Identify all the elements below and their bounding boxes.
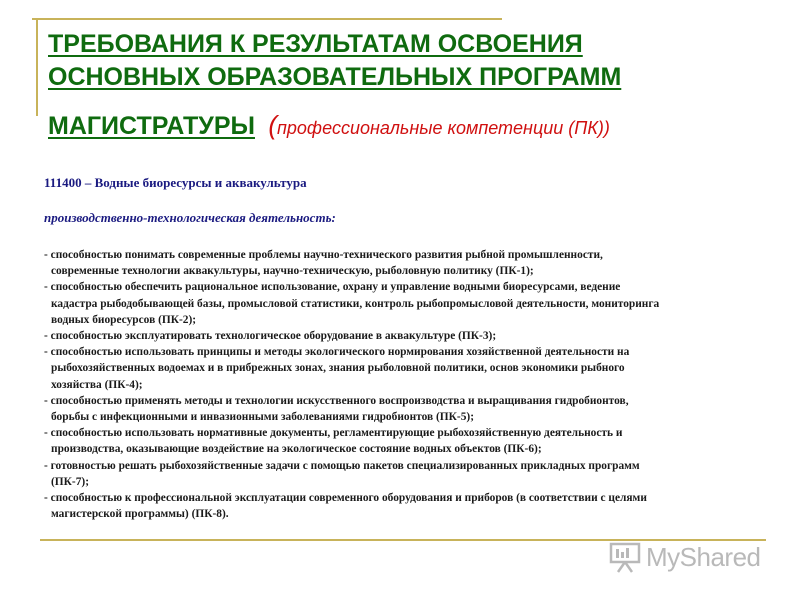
competency-item <box>44 490 774 522</box>
competency-item <box>44 344 774 393</box>
presentation-board-icon <box>608 540 642 574</box>
competency-line: - способностью применять методы и технологии искусственного воспроизводства и выращивания гидробионтов, <box>44 394 629 407</box>
competency-line: - способностью к профессиональной эксплуатации современного оборудования и приборов (в соответствии с целями <box>44 492 647 505</box>
competency-list <box>44 247 774 522</box>
competency-line: современные технологии аквакультуры, научно-техническую, рыболовную политику (ПК-1); <box>51 265 534 278</box>
competency-line: - способностью использовать принципы и методы экологического нормирования хозяйственной деятельности на <box>44 346 630 359</box>
program-code-title: 111400 – Водные биоресурсы и аквакультура <box>44 175 307 190</box>
competency-line: кадастра рыбодобывающей базы, промысловой статистики, контроль рыбопромысловой деятельности, мониторинга <box>51 297 660 310</box>
competency-line: (ПК-7); <box>51 475 89 488</box>
competency-line: рыбохозяйственных водоемах и в прибрежных зонах, знания рыболовной политики, основ экономики рыбного <box>51 362 625 375</box>
competency-line: производства, оказывающие воздействие на экологическое состояние водных объектов (ПК-6); <box>51 443 542 456</box>
competency-line: - готовностью решать рыбохозяйственные задачи с помощью пакетов специализированных прикладных программ <box>44 459 640 472</box>
competency-item <box>44 279 774 328</box>
competency-item <box>44 328 774 344</box>
subtitle-paren: ( <box>268 110 277 140</box>
decorative-vertical-rule <box>36 18 38 116</box>
title-line-3 <box>48 110 610 141</box>
competency-line: хозяйства (ПК-4); <box>51 378 143 391</box>
page-title <box>48 28 621 94</box>
competency-line: водных биоресурсов (ПК-2); <box>51 313 197 326</box>
watermark-brand: MyShared <box>646 541 761 572</box>
title-line-2: ОСНОВНЫХ ОБРАЗОВАТЕЛЬНЫХ ПРОГРАММ <box>48 63 622 91</box>
competency-line: - способностью эксплуатировать технологическое оборудование в аквакультуре (ПК-3); <box>44 330 497 343</box>
watermark-logo <box>608 539 761 575</box>
competency-line: борьбы с инфекционными и инвазионными заболеваниями гидробионтов (ПК-5); <box>51 411 474 424</box>
competency-line: магистерской программы) (ПК-8). <box>51 508 229 521</box>
competency-line: - способностью обеспечить рациональное использование, охрану и управление водными биоресурсами, ведение <box>44 281 621 294</box>
competency-item <box>44 458 774 490</box>
title-magistratura: МАГИСТРАТУРЫ <box>48 112 255 140</box>
subtitle: профессиональные компетенции (ПК)) <box>277 118 610 138</box>
activity-type: производственно-технологическая деятельность: <box>44 210 336 225</box>
decorative-top-rule <box>32 18 502 20</box>
competency-item <box>44 247 774 279</box>
competency-line: - способностью понимать современные проблемы научно-технического развития рыбной промышленности, <box>44 249 603 261</box>
title-line-1: ТРЕБОВАНИЯ К РЕЗУЛЬТАТАМ ОСВОЕНИЯ <box>48 30 583 58</box>
competency-item <box>44 425 774 457</box>
competency-item <box>44 393 774 425</box>
competency-line: - способностью использовать нормативные документы, регламентирующие рыбохозяйственную деятельность и <box>44 427 623 440</box>
